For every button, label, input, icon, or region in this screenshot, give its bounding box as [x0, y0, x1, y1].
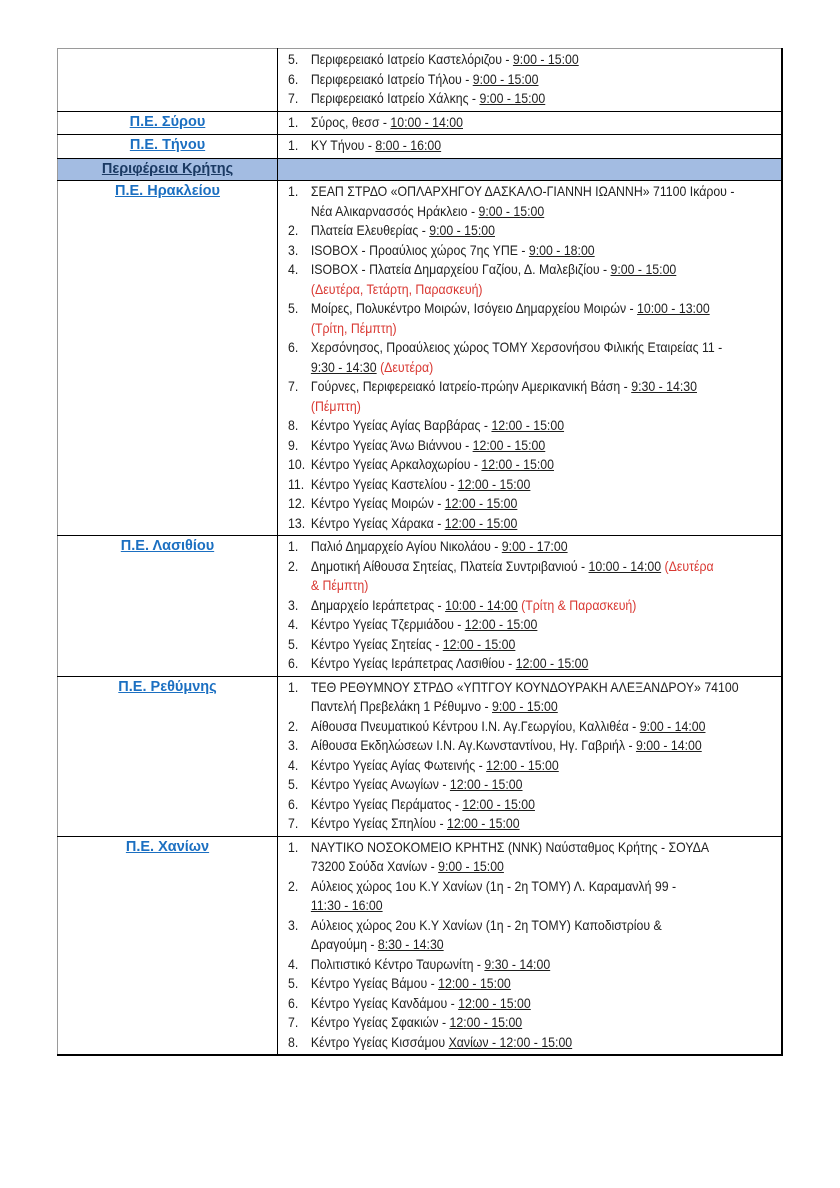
table-row [58, 836, 783, 1055]
location-item [288, 455, 775, 475]
location-name: Κέντρο Υγείας Αρκαλοχωρίου - [310, 456, 482, 472]
item-number: 1. [288, 838, 299, 855]
region-cell [58, 135, 278, 159]
table-row [58, 536, 783, 677]
location-item [288, 514, 775, 534]
item-text [311, 537, 775, 557]
region-cell [58, 181, 278, 536]
location-name: Δημοτική Αίθουσα Σητείας, Πλατεία Συντριβανιού - [310, 557, 589, 574]
location-name: ISOBOX - Πλατεία Δημαρχείου Γαζίου, Δ. Μαλεβιζίου - [310, 261, 611, 277]
item-number: 3. [288, 916, 299, 933]
location-item [288, 260, 775, 299]
time-range: 12:00 - 15:00 [457, 475, 531, 492]
location-name: Κέντρο Υγείας Αγίας Βαρβάρας - [310, 417, 492, 433]
region-cell [58, 49, 278, 112]
item-number: 8. [288, 417, 299, 433]
location-item [288, 221, 775, 241]
location-item [288, 955, 775, 975]
time-range: 12:00 - 15:00 [438, 975, 511, 991]
time-range: 10:00 - 14:00 [390, 113, 463, 130]
item-text [311, 775, 775, 795]
location-item [288, 70, 775, 90]
item-text [311, 70, 775, 90]
location-name: ΝΑΥΤΙΚΟ ΝΟΣΟΚΟΜΕΙΟ ΚΡΗΤΗΣ (ΝΝΚ) Ναύσταθμος Κρήτης - ΣΟΥΔΑ [310, 838, 710, 855]
time-range: 10:00 - 14:00 [588, 557, 662, 574]
time-range: 12:00 - 15:00 [472, 436, 546, 453]
location-name: ΤΕΘ ΡΕΘΥΜΝΟΥ ΣΤΡΔΟ «ΥΠΤΓΟΥ ΚΟΥΝΔΟΥΡΑΚΗ ΑΛΕΞΑΝΔΡΟΥ» 74100 [310, 678, 739, 695]
time-range: 12:00 - 15:00 [462, 795, 535, 812]
location-item [288, 994, 775, 1014]
locations-cell [278, 181, 783, 536]
location-item [288, 89, 775, 109]
item-text [311, 615, 775, 635]
time-range: 9:00 - 15:00 [491, 698, 558, 714]
location-item [288, 838, 775, 877]
location-name: Κέντρο Υγείας Ανωγίων - [310, 776, 450, 792]
time-range: 12:00 - 15:00 [491, 417, 565, 433]
location-name: ΣΕΑΠ ΣΤΡΔΟ «ΟΠΛΑΡΧΗΓΟΥ ΔΑΣΚΑΛΟ-ΓΙΑΝΝΗ ΙΩΑΝΝΗ» 71100 Ικάρου - [310, 183, 735, 199]
locations-list [288, 838, 775, 1053]
locations-cell [278, 158, 783, 181]
locations-list [288, 182, 775, 533]
item-text [311, 377, 775, 416]
location-name: Κέντρο Υγείας Βάμου - [310, 975, 439, 991]
location-item [288, 494, 775, 514]
locations-cell [278, 49, 783, 112]
region-cell [58, 111, 278, 135]
item-number: 1. [288, 137, 299, 153]
location-name: Κέντρο Υγείας Κανδάμου - [310, 994, 459, 1011]
location-name: Νέα Αλικαρνασσός Ηράκλειο - [310, 202, 479, 219]
item-text [311, 113, 775, 133]
time-range: 9:00 - 14:00 [635, 737, 702, 753]
item-number: 6. [288, 994, 299, 1011]
locations-list [288, 537, 775, 674]
time-range: 9:00 - 15:00 [429, 222, 495, 238]
item-number: 5. [288, 300, 299, 316]
item-text [311, 299, 775, 338]
item-text [311, 795, 775, 815]
table-row [58, 135, 783, 159]
item-text [311, 455, 775, 475]
location-name: Κέντρο Υγείας Άνω Βιάννου - [310, 436, 473, 453]
location-name: Αύλειος χώρος 2ου Κ.Υ Χανίων (1η - 2η ΤΟΜΥ) Καποδιστρίου & [310, 916, 662, 933]
item-text [311, 136, 775, 156]
item-text [311, 1033, 775, 1053]
item-number: 6. [288, 795, 299, 812]
location-item [288, 635, 775, 655]
location-item [288, 50, 775, 70]
location-item [288, 416, 775, 436]
item-number: 2. [288, 222, 299, 238]
item-text [311, 182, 775, 221]
location-item [288, 113, 775, 133]
location-name: Μοίρες, Πολυκέντρο Μοιρών, Ισόγειο Δημαρχείου Μοιρών - [310, 300, 638, 316]
item-number: 3. [288, 737, 299, 753]
location-item [288, 916, 775, 955]
item-number: 1. [288, 678, 299, 695]
time-range: 9:00 - 15:00 [512, 51, 579, 67]
item-number: 2. [288, 717, 299, 734]
schedule-table-body [58, 49, 783, 1056]
item-text [311, 635, 775, 655]
item-number: 5. [288, 51, 299, 67]
location-name: Κέντρο Υγείας Αγίας Φωτεινής - [310, 756, 487, 773]
item-number: 3. [288, 596, 299, 613]
location-name: Περιφερειακό Ιατρείο Τήλου - [310, 70, 473, 87]
time-range: 9:00 - 15:00 [438, 858, 504, 874]
location-name: Κέντρο Υγείας Καστελίου - [310, 475, 458, 492]
region-label[interactable]: Π.Ε. Λασιθίου [120, 538, 215, 554]
location-name: Παλιό Δημαρχείο Αγίου Νικολάου - [310, 538, 502, 554]
time-range: 9:30 - 14:00 [484, 955, 551, 972]
location-item [288, 537, 775, 557]
item-number: 3. [288, 241, 299, 258]
time-range: 12:00 - 15:00 [449, 776, 523, 792]
location-name: 73200 Σούδα Χανίων - [310, 858, 439, 874]
table-row [58, 676, 783, 836]
location-name: Περιφερειακό Ιατρείο Καστελόριζου - [310, 51, 513, 67]
item-text [311, 596, 775, 616]
item-text [311, 877, 775, 916]
location-name: Γούρνες, Περιφερειακό Ιατρείο-πρώην Αμερικανική Βάση - [310, 378, 632, 394]
location-item [288, 775, 775, 795]
time-range: 12:00 - 15:00 [446, 815, 520, 831]
item-text [311, 514, 775, 534]
location-name: Κέντρο Υγείας Μοιρών - [310, 495, 445, 511]
location-name: Περιφερειακό Ιατρείο Χάλκης - [310, 90, 480, 106]
item-number: 7. [288, 90, 299, 106]
location-item [288, 475, 775, 495]
item-number: 5. [288, 776, 299, 792]
location-name: Πολιτιστικό Κέντρο Ταυρωνίτη - [310, 955, 485, 972]
locations-list [288, 113, 775, 133]
item-number: 2. [288, 877, 299, 894]
time-range: 12:00 - 15:00 [442, 635, 516, 652]
time-range: 11:30 - 16:00 [310, 897, 383, 913]
location-name: Κέντρο Υγείας Χάρακα - [310, 514, 445, 531]
location-name: Κέντρο Υγείας Κισσάμου [310, 1033, 449, 1050]
item-text [311, 717, 775, 737]
time-range: 10:00 - 13:00 [637, 300, 710, 316]
weekday-note: (Δευτέρα) [380, 358, 434, 375]
region-label[interactable]: Π.Ε. Τήνου [129, 137, 206, 153]
location-name: Παντελή Πρεβελάκη 1 Ρέθυμνο - [310, 698, 492, 714]
item-number: 9. [288, 436, 299, 453]
time-range: 9:30 - 14:30 [310, 358, 377, 375]
time-range: 12:00 - 15:00 [515, 655, 589, 671]
region-label[interactable]: Π.Ε. Ηρακλείου [115, 183, 220, 199]
item-number: 4. [288, 261, 299, 277]
item-number: 4. [288, 756, 299, 773]
location-name: Κέντρο Υγείας Σπηλίου - [310, 815, 447, 831]
location-name: Αίθουσα Πνευματικού Κέντρου Ι.Ν. Αγ.Γεωργίου, Καλλιθέα - [310, 717, 640, 734]
item-number: 6. [288, 339, 299, 355]
location-item [288, 299, 775, 338]
locations-cell [278, 836, 783, 1055]
location-name: ΚΥ Τήνου - [310, 137, 376, 153]
item-number: 6. [288, 655, 299, 671]
time-range: 12:00 - 15:00 [486, 756, 559, 773]
item-text [311, 557, 775, 596]
item-text [311, 416, 775, 436]
section-header-label[interactable]: Περιφέρεια Κρήτης [101, 160, 234, 177]
location-item [288, 654, 775, 674]
time-range: 12:00 - 15:00 [481, 456, 555, 472]
time-range: 12:00 - 15:00 [444, 495, 518, 511]
item-number: 7. [288, 1014, 299, 1030]
region-label[interactable]: Π.Ε. Σύρου [129, 113, 206, 130]
item-text [311, 955, 775, 975]
location-name: ISOBOX - Προαύλιος χώρος 7ης ΥΠΕ - [310, 241, 529, 258]
time-range: 8:00 - 16:00 [375, 137, 442, 153]
time-range: 12:00 - 15:00 [464, 616, 538, 632]
location-name: Πλατεία Ελευθερίας - [310, 222, 430, 238]
item-text [311, 654, 775, 674]
item-text [311, 50, 775, 70]
item-text [311, 221, 775, 241]
region-cell [58, 676, 278, 836]
location-name: Κέντρο Υγείας Περάματος - [310, 795, 463, 812]
location-item [288, 1033, 775, 1053]
location-name: Δραγούμη - [310, 936, 378, 952]
table-row [58, 181, 783, 536]
location-name: Σύρος, θεσσ - [310, 113, 391, 130]
location-item [288, 182, 775, 221]
item-text [311, 260, 775, 299]
time-range: 9:00 - 15:00 [479, 90, 546, 106]
location-name: Αίθουσα Εκδηλώσεων Ι.Ν. Αγ.Κωνσταντίνου, Ηγ. Γαβριήλ - [310, 737, 636, 753]
time-range: 8:30 - 14:30 [377, 936, 444, 952]
item-number: 10. [288, 456, 306, 472]
time-range: 9:00 - 15:00 [478, 202, 545, 219]
location-item [288, 877, 775, 916]
item-text [311, 838, 775, 877]
table-row [58, 111, 783, 135]
region-cell [58, 536, 278, 677]
location-item [288, 136, 775, 156]
item-number: 12. [288, 495, 306, 511]
weekday-note: (Τρίτη, Πέμπτη) [310, 319, 397, 336]
locations-list [288, 136, 775, 156]
location-item [288, 795, 775, 815]
time-range: 9:00 - 15:00 [472, 70, 539, 87]
item-number: 1. [288, 183, 299, 199]
location-item [288, 678, 775, 717]
item-text [311, 475, 775, 495]
item-number: 1. [288, 113, 299, 130]
item-text [311, 736, 775, 756]
item-text [311, 916, 775, 955]
section-header-row [58, 158, 783, 181]
item-number: 2. [288, 557, 299, 574]
item-number: 6. [288, 70, 299, 87]
item-number: 1. [288, 538, 299, 554]
locations-cell [278, 135, 783, 159]
item-text [311, 338, 775, 377]
item-number: 13. [288, 514, 306, 531]
time-range: 9:00 - 18:00 [528, 241, 595, 258]
location-item [288, 1013, 775, 1033]
item-number: 5. [288, 635, 299, 652]
weekday-note: (Τρίτη & Παρασκευή) [521, 596, 637, 613]
location-name: Αύλειος χώρος 1ου Κ.Υ Χανίων (1η - 2η ΤΟΜΥ) Λ. Καραμανλή 99 - [310, 877, 677, 894]
location-item [288, 717, 775, 737]
location-item [288, 596, 775, 616]
location-item [288, 814, 775, 834]
time-range: 9:30 - 14:30 [631, 378, 697, 394]
location-name: Κέντρο Υγείας Ιεράπετρας Λασιθίου - [310, 655, 516, 671]
item-number: 7. [288, 815, 299, 831]
time-range: 12:00 - 15:00 [449, 1014, 523, 1030]
location-item [288, 436, 775, 456]
location-name: Δημαρχείο Ιεράπετρας - [310, 596, 446, 613]
time-range: 9:00 - 17:00 [501, 538, 568, 554]
locations-list [288, 678, 775, 834]
item-number: 7. [288, 378, 299, 394]
location-item [288, 736, 775, 756]
time-range: Χανίων - 12:00 - 15:00 [448, 1033, 573, 1050]
time-range: 10:00 - 14:00 [445, 596, 518, 613]
location-item [288, 615, 775, 635]
item-text [311, 436, 775, 456]
location-name: Κέντρο Υγείας Τζερμιάδου - [310, 616, 465, 632]
location-item [288, 377, 775, 416]
item-text [311, 974, 775, 994]
locations-cell [278, 111, 783, 135]
region-label[interactable]: Π.Ε. Ρεθύμνης [118, 678, 217, 695]
item-text [311, 994, 775, 1014]
item-number: 8. [288, 1033, 299, 1050]
item-number: 4. [288, 616, 299, 632]
location-name: Χερσόνησος, Προαύλειος χώρος ΤΟΜΥ Χερσονήσου Φιλικής Εταιρείας 11 - [310, 339, 723, 355]
item-text [311, 814, 775, 834]
item-text [311, 494, 775, 514]
table-row [58, 49, 783, 112]
location-item [288, 557, 775, 596]
location-name: Κέντρο Υγείας Σφακιών - [310, 1014, 450, 1030]
item-text [311, 678, 775, 717]
location-name: Κέντρο Υγείας Σητείας - [310, 635, 443, 652]
locations-list [288, 50, 775, 109]
time-range: 9:00 - 15:00 [610, 261, 677, 277]
section-header-cell [58, 158, 278, 181]
weekday-note: (Δευτέρα [664, 557, 714, 574]
locations-cell [278, 536, 783, 677]
location-item [288, 338, 775, 377]
weekday-note: & Πέμπτη) [310, 577, 369, 593]
weekday-note: (Πέμπτη) [310, 397, 361, 414]
region-label[interactable]: Π.Ε. Χανίων [125, 838, 210, 855]
schedule-table [57, 48, 783, 1056]
time-range: 12:00 - 15:00 [458, 994, 531, 1011]
locations-cell [278, 676, 783, 836]
location-item [288, 756, 775, 776]
location-item [288, 241, 775, 261]
item-number: 4. [288, 955, 299, 972]
time-range: 12:00 - 15:00 [444, 514, 518, 531]
location-item [288, 974, 775, 994]
item-text [311, 241, 775, 261]
time-range: 9:00 - 14:00 [639, 717, 706, 734]
item-text [311, 756, 775, 776]
item-text [311, 89, 775, 109]
weekday-note: (Δευτέρα, Τετάρτη, Παρασκευή) [310, 280, 483, 297]
region-cell [58, 836, 278, 1055]
item-text [311, 1013, 775, 1033]
item-number: 11. [288, 475, 305, 492]
item-number: 5. [288, 975, 299, 991]
